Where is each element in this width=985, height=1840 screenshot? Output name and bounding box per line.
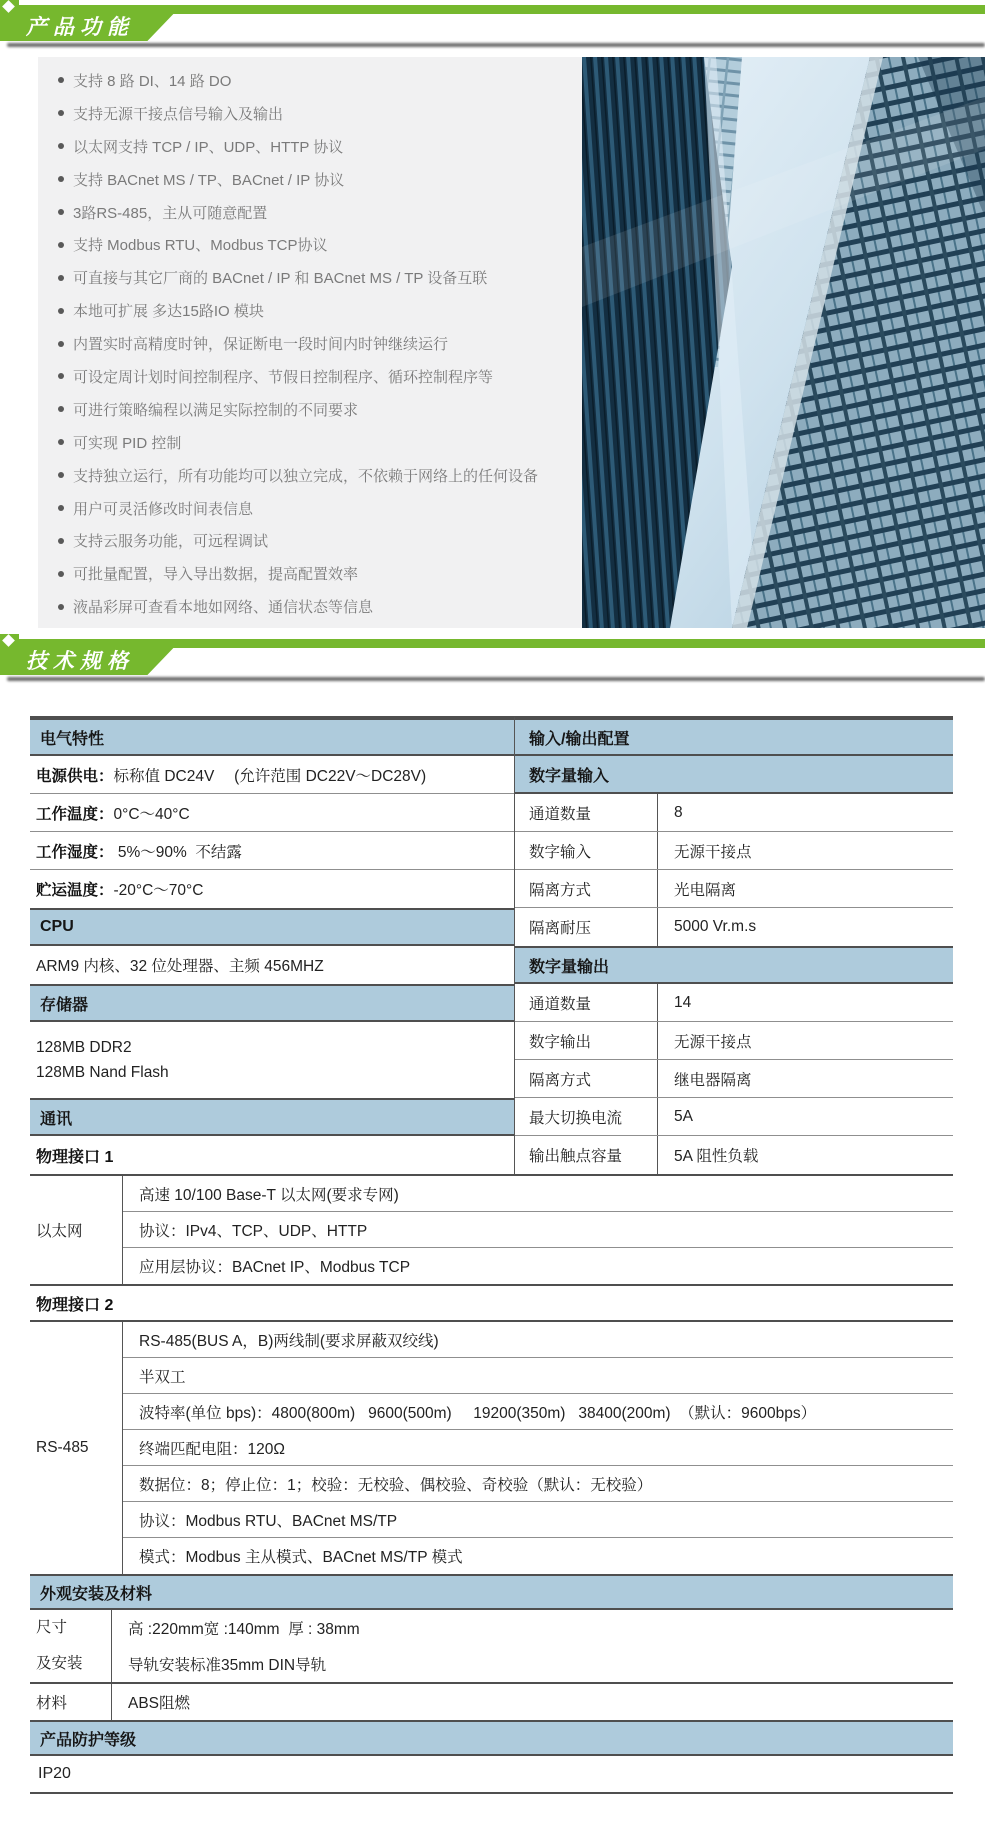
physical-port2-heading: 物理接口 2 (30, 1284, 953, 1320)
feature-item (58, 196, 582, 229)
dimensions-group (30, 1610, 953, 1684)
features-panel (38, 57, 582, 628)
appearance-heading: 外观安装及材料 (30, 1574, 953, 1610)
ethernet-group (30, 1174, 953, 1284)
protection-heading: 产品防护等级 (30, 1720, 953, 1756)
table-row (30, 1098, 514, 1136)
bullet-icon (58, 308, 64, 314)
feature-text: 可批量配置，导入导出数据，提高配置效率 (73, 566, 359, 584)
material-row (30, 1684, 953, 1720)
bullet-icon (58, 406, 64, 412)
spec-table-electrical (30, 716, 514, 1174)
section-title-specs: 技术规格 (26, 650, 134, 673)
row-label: 电源供电： (36, 767, 114, 785)
row-key: 隔离耐压 (529, 920, 592, 937)
table-row (30, 1022, 514, 1098)
feature-text: 可实现 PID 控制 (73, 434, 182, 452)
bullet-icon (58, 571, 64, 577)
bullet-icon (58, 373, 64, 379)
feature-item (58, 294, 582, 327)
row-heading: 数字量输出 (529, 958, 610, 976)
table-row (123, 1322, 953, 1358)
feature-item (58, 360, 582, 393)
row-value: 终端匹配电阻：120Ω (139, 1440, 285, 1458)
bullet-icon (58, 176, 64, 182)
row-value: 光电隔离 (657, 870, 953, 907)
feature-text: 支持独立运行，所有功能均可以独立完成，不依赖于网络上的任何设备 (73, 467, 539, 485)
feature-text: 支持云服务功能，可远程调试 (73, 533, 269, 551)
diamond-icon (0, 0, 19, 15)
row-heading: 通讯 (40, 1110, 73, 1128)
bullet-icon (58, 143, 64, 149)
row-key: 通道数量 (529, 805, 592, 823)
feature-item (58, 590, 582, 623)
bullet-icon (58, 341, 64, 347)
feature-item (58, 459, 582, 492)
row-value: 协议：Modbus RTU、BACnet MS/TP (139, 1512, 398, 1530)
row-value: 高速 10/100 Base-T 以太网(要求专网) (139, 1186, 399, 1204)
bullet-icon (58, 110, 64, 116)
row-key: 隔离方式 (529, 881, 592, 899)
table-row (123, 1466, 953, 1502)
table-row (30, 870, 514, 908)
table-row (515, 1136, 953, 1174)
feature-text: 用户可灵活修改时间表信息 (73, 500, 254, 518)
dimensions-label-line1: 尺寸 (36, 1619, 68, 1636)
row-value: 模式：Modbus 主从模式、BACnet MS/TP 模式 (139, 1549, 463, 1566)
table-row (123, 1430, 953, 1466)
table-row (30, 794, 514, 832)
banner-shadow (7, 677, 985, 681)
table-row (112, 1646, 953, 1682)
bullet-icon (58, 275, 64, 281)
table-row (123, 1176, 953, 1212)
feature-text: 3路RS-485，主从可随意配置 (73, 204, 268, 222)
row-value: 高 :220mm宽 :140mm 厚 : 38mm (128, 1621, 360, 1638)
bullet-icon (58, 439, 64, 445)
feature-item (58, 228, 582, 261)
table-row (515, 718, 953, 756)
table-row (515, 1022, 953, 1060)
row-value: 0°C～40°C (113, 805, 190, 823)
banner-technical-specs (0, 634, 985, 686)
spec-table-io (514, 716, 953, 1174)
table-row (123, 1248, 953, 1284)
table-row (30, 908, 514, 946)
table-row (515, 1098, 953, 1136)
feature-item (58, 426, 582, 459)
row-value: 协议：IPv4、TCP、UDP、HTTP (139, 1222, 368, 1240)
row-heading: 输入/输出配置 (529, 730, 630, 748)
table-row (515, 756, 953, 794)
feature-item (58, 261, 582, 294)
table-row (515, 908, 953, 946)
banner-product-features (0, 0, 985, 52)
table-row (515, 1060, 953, 1098)
bullet-icon (58, 604, 64, 610)
row-label: 贮运温度： (36, 882, 114, 899)
rs485-label: RS-485 (30, 1322, 123, 1574)
row-key: 数字输入 (529, 843, 592, 861)
table-row (123, 1212, 953, 1248)
row-key: 输出触点容量 (529, 1148, 623, 1165)
feature-text: 本地可扩展 多达15路IO 模块 (73, 303, 264, 321)
row-heading: CPU (40, 918, 74, 935)
feature-text: 支持 8 路 DI、14 路 DO (73, 72, 232, 90)
section-title-features: 产品功能 (26, 16, 134, 39)
table-row (30, 946, 514, 984)
spec-table-bottom (30, 1174, 953, 1794)
row-value: 无源干接点 (657, 832, 953, 869)
feature-item (58, 524, 582, 557)
bullet-icon (58, 472, 64, 478)
bullet-icon (58, 538, 64, 544)
row-value: 应用层协议：BACnet IP、Modbus TCP (139, 1259, 411, 1276)
feature-item (58, 130, 582, 163)
diamond-icon (0, 634, 19, 649)
feature-item (58, 64, 582, 97)
row-key: 最大切换电流 (529, 1109, 623, 1127)
feature-text: 支持无源干接点信号输入及输出 (73, 105, 284, 123)
table-row (123, 1502, 953, 1538)
row-key: 数字输出 (529, 1033, 592, 1051)
feature-text: 支持 BACnet MS / TP、BACnet / IP 协议 (73, 171, 345, 189)
feature-text: 内置实时高精度时钟，保证断电一段时间内时钟继续运行 (73, 336, 449, 354)
feature-item (58, 163, 582, 196)
row-label: 工作温度： (36, 805, 114, 823)
row-value: 14 (657, 984, 953, 1021)
table-row (515, 832, 953, 870)
table-row (123, 1394, 953, 1430)
dimensions-label-line2: 及安装 (36, 1655, 83, 1672)
feature-text: 支持 Modbus RTU、Modbus TCP协议 (73, 237, 328, 255)
table-row (515, 984, 953, 1022)
rs485-group (30, 1320, 953, 1574)
row-value: RS-485(BUS A，B)两线制(要求屏蔽双绞线) (139, 1332, 439, 1350)
feature-item (58, 393, 582, 426)
row-value: 128MB DDR2 (36, 1038, 132, 1056)
table-row (30, 718, 514, 756)
row-value-2: 128MB Nand Flash (36, 1063, 169, 1081)
feature-text: 以太网支持 TCP / IP、UDP、HTTP 协议 (73, 138, 344, 156)
row-value: 数据位：8；停止位：1；校验：无校验、偶校验、奇校验（默认：无校验） (139, 1476, 653, 1494)
protection-value: IP20 (30, 1756, 953, 1794)
bullet-icon (58, 505, 64, 511)
feature-item (58, 97, 582, 130)
bullet-icon (58, 209, 64, 215)
row-value: 无源干接点 (657, 1022, 953, 1059)
row-heading: 电气特性 (40, 730, 105, 748)
table-row (515, 870, 953, 908)
row-value: 5000 Vr.m.s (657, 908, 953, 946)
banner-shadow (7, 43, 985, 47)
row-value: 8 (657, 794, 953, 831)
dimensions-label (30, 1610, 112, 1682)
material-label: 材料 (30, 1684, 112, 1720)
material-value: ABS阻燃 (128, 1695, 191, 1712)
bullet-icon (58, 77, 64, 83)
table-row (515, 946, 953, 984)
row-value: 5A (657, 1098, 953, 1135)
row-heading: 存储器 (40, 996, 89, 1014)
table-row (30, 756, 514, 794)
row-value: 半双工 (139, 1368, 186, 1386)
feature-text: 可进行策略编程以满足实际控制的不同要求 (73, 401, 359, 419)
row-heading: 物理接口 1 (36, 1148, 114, 1166)
table-row (30, 832, 514, 870)
bullet-icon (58, 242, 64, 248)
table-row (30, 984, 514, 1022)
row-value: 5A 阻性负载 (657, 1136, 953, 1174)
feature-item (58, 492, 582, 525)
row-value: ARM9 内核、32 位处理器、主频 456MHZ (36, 958, 324, 975)
feature-text: 液晶彩屏可查看本地如网络、通信状态等信息 (73, 599, 374, 617)
table-row (30, 1136, 514, 1174)
row-value: -20°C～70°C (113, 882, 204, 899)
row-value: 导轨安装标准35mm DIN导轨 (128, 1657, 327, 1674)
table-row (123, 1358, 953, 1394)
row-label: 工作湿度： (36, 843, 114, 861)
table-row (123, 1538, 953, 1574)
skyscraper-photo (582, 57, 985, 628)
row-key: 隔离方式 (529, 1071, 592, 1089)
row-heading: 数字量输入 (529, 767, 610, 785)
row-value: 标称值 DC24V (允许范围 DC22V～DC28V) (113, 767, 427, 785)
row-value: 5%～90% 不结露 (113, 843, 242, 861)
table-row (515, 794, 953, 832)
feature-text: 可直接与其它厂商的 BACnet / IP 和 BACnet MS / TP 设备互联 (73, 270, 488, 288)
feature-item (58, 557, 582, 590)
feature-text: 可设定周计划时间控制程序、节假日控制程序、循环控制程序等 (73, 368, 494, 386)
row-key: 通道数量 (529, 995, 592, 1013)
feature-item (58, 327, 582, 360)
ethernet-label: 以太网 (30, 1176, 123, 1284)
row-value: 波特率(单位 bps)：4800(800m) 9600(500m) 19200(350m) 38400(200m) （默认：9600bps） (139, 1404, 817, 1422)
row-value: 继电器隔离 (657, 1060, 953, 1097)
table-row (112, 1610, 953, 1646)
